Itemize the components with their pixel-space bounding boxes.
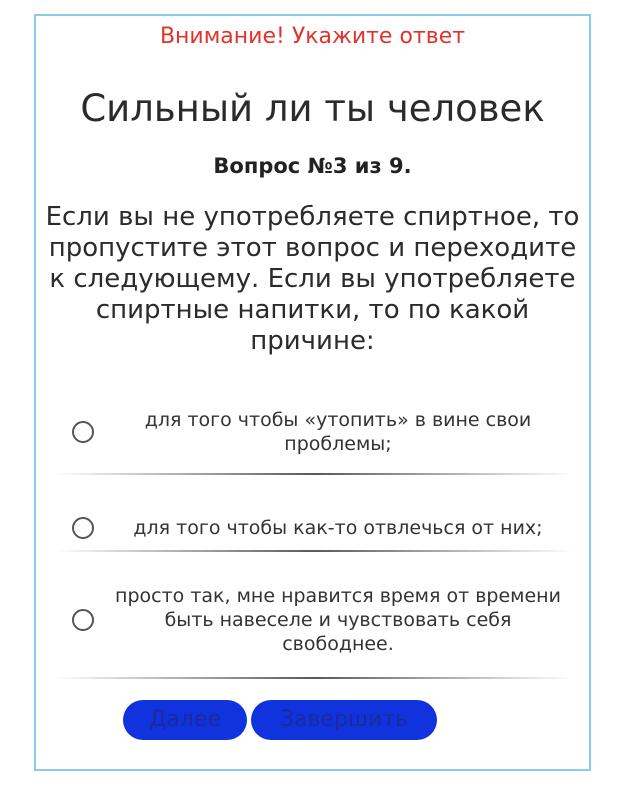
- quiz-title: Сильный ли ты человек: [80, 87, 545, 130]
- answer-option-2[interactable]: [54, 516, 574, 540]
- answer-option-3[interactable]: [54, 584, 574, 656]
- answer-option-label: просто так, мне нравится время от времени быть навеселе и чувствовать себя свободнее.: [115, 585, 561, 655]
- answer-option-label: для того чтобы как-то отвлечься от них;: [133, 517, 543, 539]
- option-divider: [54, 473, 574, 475]
- radio-button-icon[interactable]: [72, 421, 94, 443]
- question-counter: Вопрос №3 из 9.: [213, 154, 412, 178]
- radio-button-icon[interactable]: [72, 517, 94, 539]
- quiz-card: [34, 14, 591, 771]
- radio-button-icon[interactable]: [72, 609, 94, 631]
- answer-option-1[interactable]: [54, 408, 574, 456]
- option-divider: [54, 550, 574, 552]
- finish-button[interactable]: Завершить: [251, 700, 437, 740]
- question-text: Если вы не употребляете спиртное, то пропустите этот вопрос и переходите к следующему. Если вы употребляете спиртные напитки, то по какой причине:: [45, 202, 580, 356]
- next-button[interactable]: Далее: [123, 700, 247, 740]
- answer-option-label: для того чтобы «утопить» в вине свои проблемы;: [144, 409, 532, 455]
- warning-message: Внимание! Укажите ответ: [159, 24, 466, 49]
- option-divider: [54, 677, 574, 679]
